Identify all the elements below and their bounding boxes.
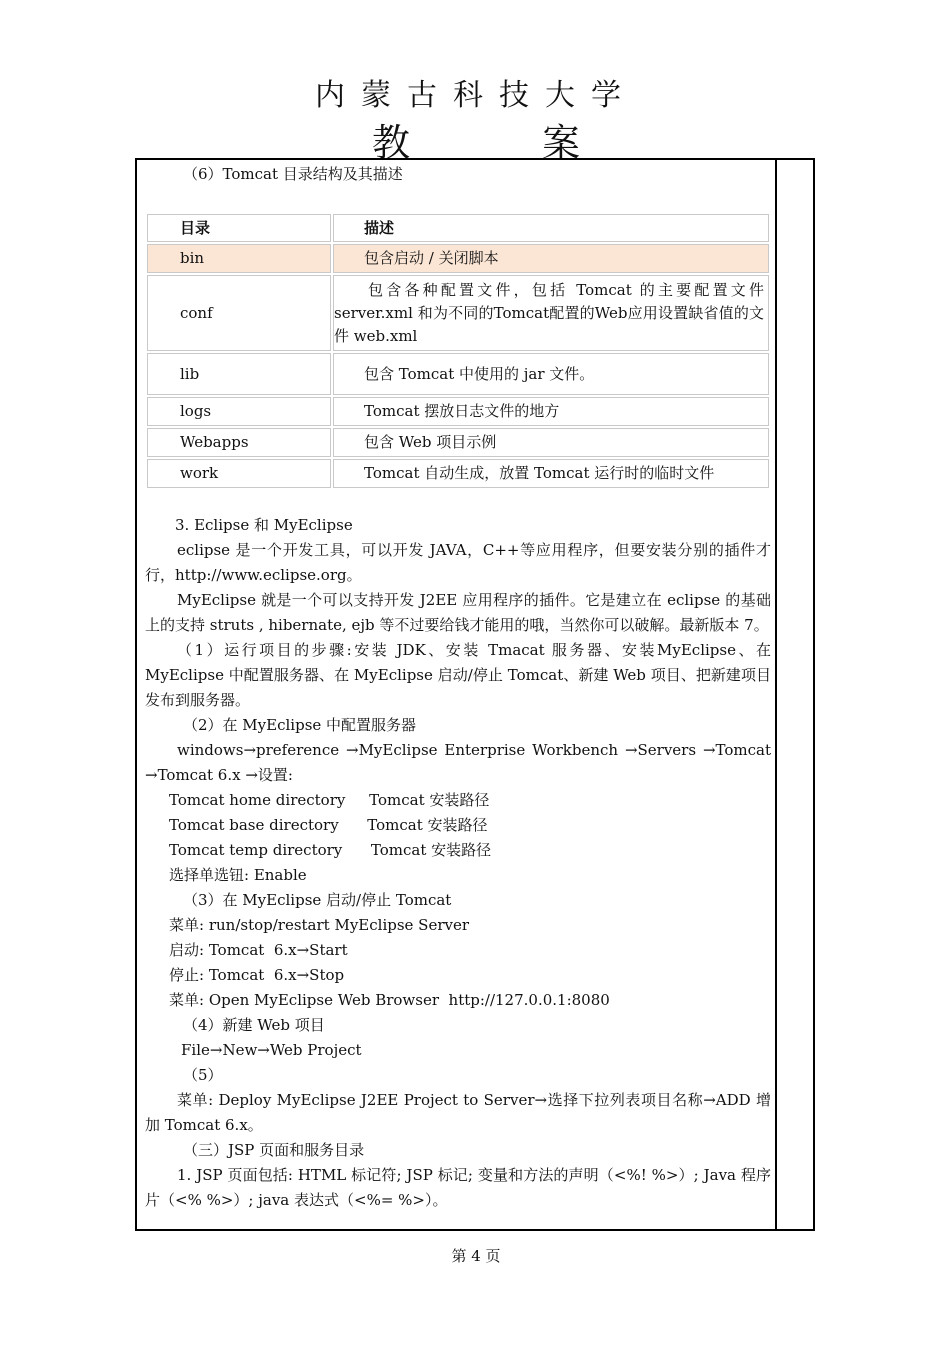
paragraph: Tomcat home directory Tomcat 安装路径 (169, 791, 490, 809)
table-cell-dir: work (147, 459, 331, 488)
paragraph: 启动: Tomcat 6.x→Start (169, 941, 348, 959)
paragraph: windows→preference →MyEclipse Enterprise Workbench →Servers →Tomcat →Tomcat 6.x →设置: (145, 741, 771, 784)
table-row (147, 397, 769, 426)
table-header-row (147, 214, 769, 242)
table-cell-dir: logs (147, 397, 331, 426)
table-cell-dir: bin (147, 244, 331, 273)
table-row (147, 353, 769, 395)
paragraph: 3. Eclipse 和 MyEclipse (175, 516, 353, 534)
table-row (147, 428, 769, 457)
table-cell-desc: 包含 Web 项目示例 (333, 428, 769, 457)
page-number: 第 4 页 (451, 1247, 501, 1265)
university-title: 内蒙古科技大学 (315, 78, 637, 113)
table-cell-desc: 包含各种配置文件，包括 Tomcat 的主要配置文件 server.xml 和为不同的Tomcat配置的Web应用设置缺省值的文件 web.xml (333, 275, 769, 351)
page-content (145, 160, 771, 1213)
table-cell-desc: 包含启动 / 关闭脚本 (333, 244, 769, 273)
table-cell-desc: 包含 Tomcat 中使用的 jar 文件。 (333, 353, 769, 395)
paragraph: 菜单: run/stop/restart MyEclipse Server (169, 916, 470, 934)
paragraph: （3）在 MyEclipse 启动/停止 Tomcat (183, 891, 452, 909)
paragraph: 选择单选钮: Enable (169, 866, 307, 884)
directory-table (145, 212, 771, 490)
table-row (147, 244, 769, 273)
table-header-desc: 描述 (333, 214, 769, 242)
paragraph: eclipse 是一个开发工具，可以开发 JAVA，C++等应用程序，但要安装分别的插件才行，http://www.eclipse.org。 (145, 541, 771, 584)
paragraph: （三）JSP 页面和服务目录 (183, 1141, 365, 1159)
table-cell-dir: conf (147, 275, 331, 351)
paragraph: Tomcat temp directory Tomcat 安装路径 (169, 841, 492, 859)
paragraph: Tomcat base directory Tomcat 安装路径 (169, 816, 488, 834)
paragraph: 菜单: Open MyEclipse Web Browser http://127.0.0.1:8080 (169, 991, 610, 1009)
table-cell-dir: Webapps (147, 428, 331, 457)
section-title: （6）Tomcat 目录结构及其描述 (183, 165, 403, 183)
paragraph: MyEclipse 就是一个可以支持开发 J2EE 应用程序的插件。它是建立在 eclipse 的基础上的支持 struts , hibernate, ejb 等不过要给钱才能用的哦，当然你可以破解。最新版本 7。 (145, 591, 771, 634)
table-cell-desc: Tomcat 自动生成，放置 Tomcat 运行时的临时文件 (333, 459, 769, 488)
paragraph: 1. JSP 页面包括: HTML 标记符; JSP 标记; 变量和方法的声明（<%! %>）; Java 程序片（<% %>）; java 表达式（<%= %>）。 (145, 1166, 771, 1209)
table-row (147, 459, 769, 488)
paragraph: （2）在 MyEclipse 中配置服务器 (183, 716, 417, 734)
doc-type-title: 教 案 (371, 121, 641, 165)
paragraph: 菜单: Deploy MyEclipse J2EE Project to Server→选择下拉列表项目名称→ADD 增加 Tomcat 6.x。 (145, 1091, 771, 1134)
table-header-dir: 目录 (147, 214, 331, 242)
paragraph: File→New→Web Project (181, 1041, 362, 1059)
table-cell-desc: Tomcat 摆放日志文件的地方 (333, 397, 769, 426)
table-row (147, 275, 769, 351)
paragraph: （4）新建 Web 项目 (183, 1016, 325, 1034)
frame-divider (775, 160, 777, 1231)
paragraph: 停止: Tomcat 6.x→Stop (169, 966, 345, 984)
paragraph: （5） (183, 1066, 223, 1084)
table-cell-dir: lib (147, 353, 331, 395)
paragraph: （1）运行项目的步骤:安装 JDK、安装 Tmacat 服务器、安装MyEclipse、在MyEclipse 中配置服务器、在 MyEclipse 启动/停止 Tomcat、新建 Web 项目、把新建项目发布到服务器。 (145, 641, 771, 709)
